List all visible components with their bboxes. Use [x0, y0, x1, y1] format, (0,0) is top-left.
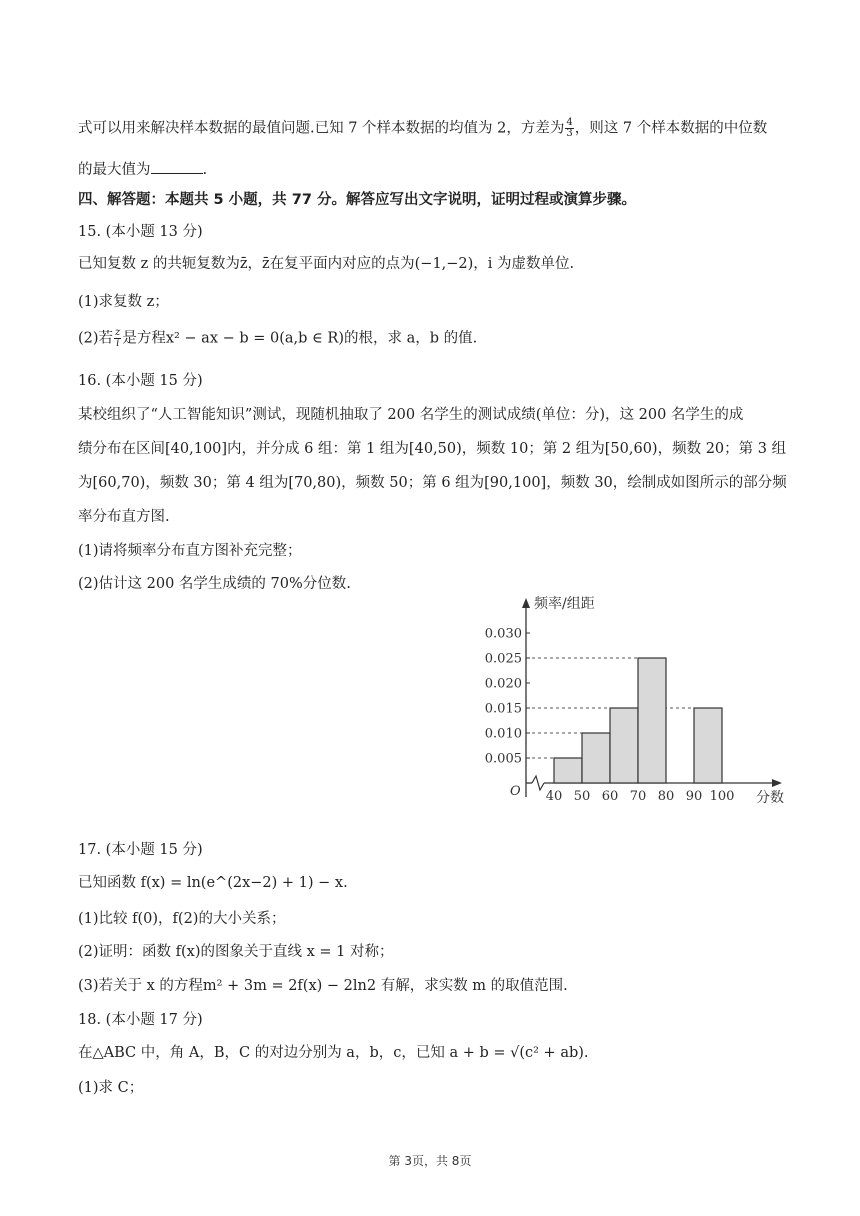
intro-line-2	[78, 159, 782, 180]
intro-text-2-tail: .	[202, 162, 208, 178]
intro-line-1	[78, 118, 782, 139]
x-tick-label: 70	[629, 789, 647, 804]
y-tick-label: 0.025	[484, 651, 522, 667]
x-tick-label: 100	[709, 789, 735, 804]
q18-stem: 在△ABC 中，角 A，B，C 的对边分别为 a，b，c，已知 a + b = √(c² + ab).	[78, 1045, 589, 1061]
intro-text-tail: ，则这 7 个样本数据的中位数	[574, 120, 768, 137]
x-tick-label: 90	[685, 789, 703, 804]
histogram-bar	[554, 758, 582, 783]
q16-stem-4: 率分布直方图.	[78, 509, 170, 525]
section-heading: 四、解答题：本题共 5 小题，共 77 分。解答应写出文字说明，证明过程或演算步骤。	[78, 192, 636, 208]
x-tick-label: 50	[573, 789, 591, 804]
fraction-denominator: i	[116, 338, 120, 349]
q16-part1: (1)请将频率分布直方图补充完整；	[78, 543, 302, 559]
page-footer: 第 3页，共 8页	[388, 1154, 472, 1168]
q17-part2: (2)证明：函数 f(x)的图象关于直线 x = 1 对称；	[78, 944, 394, 960]
x-axis-arrow	[772, 779, 782, 787]
answer-blank	[151, 159, 203, 174]
y-tick-label: 0.010	[484, 726, 522, 742]
q18-title: 18. (本小题 17 分)	[78, 1012, 203, 1028]
q16-title: 16. (本小题 15 分)	[78, 373, 203, 389]
q17-stem: 已知函数 f(x) = ln(e^(2x−2) + 1) − x.	[78, 875, 348, 891]
intro-text-2: 的最大值为	[78, 162, 151, 178]
q16-stem-3: 为[60,70)，频数 30；第 4 组为[70,80)，频数 50；第 6 组为[90,100]，频数 30，绘制成如图所示的部分频	[78, 475, 787, 491]
y-axis-arrow	[522, 598, 530, 608]
y-tick-label: 0.030	[484, 626, 522, 642]
x-tick-label: 80	[657, 789, 675, 804]
origin-label: O	[510, 784, 521, 799]
histogram-bar	[638, 658, 666, 783]
q16-stem-2: 绩分布在区间[40,100]内，并分成 6 组：第 1 组为[40,50)，频数 10；第 2 组为[50,60)，频数 20；第 3 组	[78, 441, 787, 457]
fraction-numerator: z	[115, 327, 121, 338]
q17-part3: (3)若关于 x 的方程m² + 3m = 2f(x) − 2ln2 有解，求实数 m 的取值范围.	[78, 978, 568, 994]
q15-part1: (1)求复数 z；	[78, 294, 169, 310]
x-tick-label: 60	[601, 789, 619, 804]
q15-part2	[78, 328, 782, 349]
q15-title: 15. (本小题 13 分)	[78, 224, 203, 240]
intro-text: 式可以用来解决样本数据的最值问题.已知 7 个样本数据的均值为 2，方差为	[78, 120, 565, 137]
variance-fraction	[565, 118, 573, 139]
fraction-numerator: 4	[566, 117, 573, 128]
histogram-bar	[694, 708, 722, 783]
x-axis-label: 分数	[756, 790, 784, 806]
frequency-histogram	[466, 592, 796, 814]
histogram-bar	[610, 708, 638, 783]
x-tick-label: 40	[545, 789, 563, 804]
q17-title: 17. (本小题 15 分)	[78, 842, 203, 858]
y-axis-label: 频率/组距	[534, 596, 595, 612]
y-tick-label: 0.005	[484, 751, 522, 767]
q15-part2-post: 是方程x² − ax − b = 0(a,b ∈ R)的根，求 a，b 的值.	[122, 330, 478, 347]
y-tick-label: 0.020	[484, 676, 522, 692]
y-tick-label: 0.015	[484, 701, 522, 717]
histogram-bar	[582, 733, 610, 783]
q18-part1: (1)求 C；	[78, 1080, 144, 1096]
fraction-denominator: 3	[566, 128, 573, 139]
axis-break	[532, 776, 544, 790]
q16-stem-1: 某校组织了“人工智能知识”测试，现随机抽取了 200 名学生的测试成绩(单位：分)，这 200 名学生的成	[78, 407, 744, 423]
q16-part2: (2)估计这 200 名学生成绩的 70%分位数.	[78, 576, 351, 592]
q17-part1: (1)比较 f(0)，f(2)的大小关系；	[78, 911, 286, 927]
z-over-i-fraction	[114, 328, 121, 349]
q15-stem: 已知复数 z 的共轭复数为z̄，z̄在复平面内对应的点为(−1,−2)，i 为虚数单位.	[78, 256, 575, 272]
q15-part2-pre: (2)若	[78, 330, 114, 347]
